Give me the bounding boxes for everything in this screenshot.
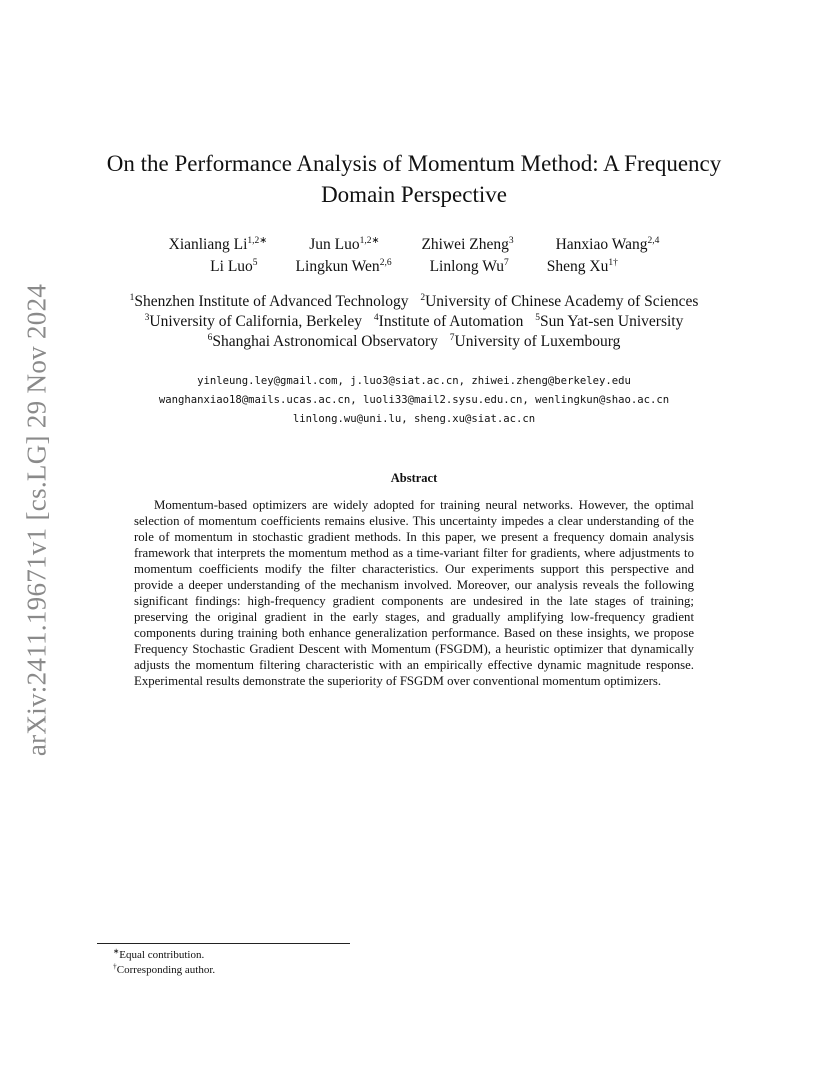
footnote-corresponding-author: †Corresponding author. (113, 961, 216, 976)
affiliation: $^2$University of Chinese Academy of Sciences (420, 292, 699, 310)
email-list (80, 372, 748, 429)
title-line-2: Domain Perspective (321, 182, 507, 207)
footnote-list (113, 948, 513, 978)
affiliation: $^5$Sun Yat-sen University (535, 312, 684, 330)
author-list (100, 234, 728, 278)
affiliation: $^7$University of Luxembourg (449, 332, 621, 350)
author: Zhiwei Zheng$^3$ (421, 235, 514, 253)
affiliation-row-1 (80, 292, 748, 312)
affiliation-row-2 (80, 312, 748, 332)
email-line-1: yinleung.ley@gmail.com, j.luo3@siat.ac.cn, zhiwei.zheng@berkeley.edu (197, 375, 631, 387)
affiliation: $^1$Shenzhen Institute of Advanced Technology (129, 292, 409, 310)
affiliation: $^3$University of California, Berkeley (144, 312, 363, 330)
author: Lingkun Wen$^{2,6}$ (295, 257, 392, 275)
affiliation-list (80, 292, 748, 352)
email-line-2: wanghanxiao18@mails.ucas.ac.cn, luoli33@mail2.sysu.edu.cn, wenlingkun@shao.ac.cn (158, 394, 670, 406)
author: Linlong Wu$^7$ (429, 257, 509, 275)
abstract-heading: Abstract (390, 471, 438, 485)
footnote-rule (97, 943, 350, 944)
email-line-3: linlong.wu@uni.lu, sheng.xu@siat.ac.cn (292, 413, 536, 425)
author: Sheng $Xu^{1\dagger}$ (546, 257, 618, 275)
author: Xianliang $Li^{1,2∗}$ (168, 235, 268, 253)
arxiv-sidebar (22, 280, 52, 760)
title-line-1: On the Performance Analysis of Momentum Method: A Frequency (106, 151, 722, 176)
author: Jun Luo$^{1,2∗}$ (309, 235, 380, 253)
author: Li Luo$^5$ (210, 257, 258, 275)
affiliation: $^6$Shanghai Astronomical Observatory (207, 332, 438, 350)
paper-title (80, 148, 748, 210)
author: Hanxiao Wang$^{2,4}$ (555, 235, 660, 253)
author-row-2 (100, 256, 728, 278)
author-row-1 (100, 234, 728, 256)
affiliation: $^4$Institute of Automation (373, 312, 524, 330)
affiliation-row-3 (80, 332, 748, 352)
arxiv-identifier: arXiv:2411.19671v1 [cs.LG] 29 Nov 2024 (21, 283, 52, 757)
footnote-equal-contribution: ∗Equal contribution. (113, 946, 205, 961)
abstract-body: Momentum-based optimizers are widely adopted for training neural networks. However, the optimal selection of momentum coefficients remains elusive. This uncertainty impedes a clear understanding of the role of momentum in stochastic gradient methods. In this paper, we present a frequency domain analysis framework that interprets the momentum method as a time-variant filter for gradients, where adjustments to momentum coefficients modify the filter characteristics. Our experiments support this perspective and provide a deeper understanding of the mechanism involved. Moreover, our analysis reveals the following significant findings: high-frequency gradient components are undesired in the late stages of training; preserving the original gradient in the early stages, and gradually amplifying low-frequency gradient components during training both enhance generalization performance. Based on these insights, we propose Frequency Stochastic Gradient Descent with Momentum (FSGDM), a heuristic optimizer that dynamically adjusts the momentum filtering characteristic with an empirically effective dynamic magnitude response. Experimental results demonstrate the superiority of FSGDM over conventional momentum optimizers. (134, 498, 694, 688)
